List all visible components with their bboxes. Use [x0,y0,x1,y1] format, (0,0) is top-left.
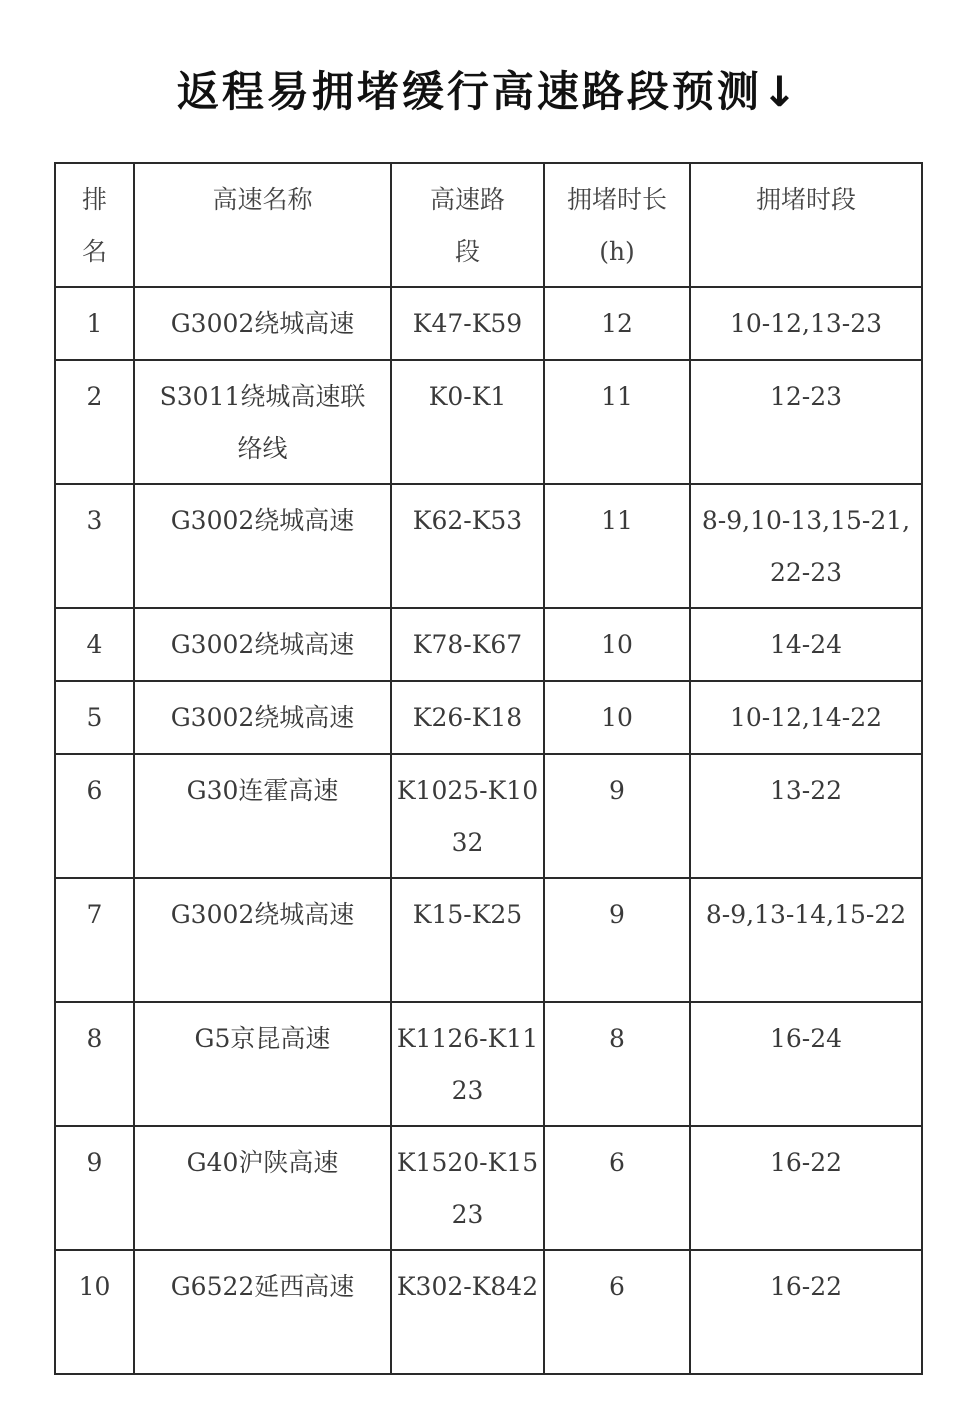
highway-name-cell: G6522延西高速 [134,1250,391,1374]
header-duration: 拥堵时长(h) [544,163,690,287]
duration-cell: 10 [544,681,690,754]
time-period-cell: 12-23 [690,360,922,484]
road-section-cell: K302-K842 [391,1250,544,1374]
table-row [55,1250,922,1374]
table-row [55,360,922,484]
road-section-cell: K78-K67 [391,608,544,681]
table-row [55,681,922,754]
time-period-cell: 16-22 [690,1126,922,1250]
time-period-cell: 14-24 [690,608,922,681]
time-period-cell: 10-12,14-22 [690,681,922,754]
time-period-cell: 13-22 [690,754,922,878]
congestion-table [54,162,923,1375]
highway-name-cell: G3002绕城高速 [134,878,391,1002]
header-time-period: 拥堵时段 [690,163,922,287]
duration-cell: 8 [544,1002,690,1126]
road-section-cell: K1025-K1032 [391,754,544,878]
table-row [55,484,922,608]
road-section-cell: K26-K18 [391,681,544,754]
rank-cell: 5 [55,681,134,754]
rank-cell: 8 [55,1002,134,1126]
rank-cell: 1 [55,287,134,360]
time-period-cell: 8-9,10-13,15-21,22-23 [690,484,922,608]
rank-cell: 4 [55,608,134,681]
table-row [55,1002,922,1126]
header-road-section: 高速路段 [391,163,544,287]
rank-cell: 3 [55,484,134,608]
duration-cell: 11 [544,360,690,484]
rank-cell: 2 [55,360,134,484]
time-period-cell: 16-24 [690,1002,922,1126]
duration-cell: 6 [544,1126,690,1250]
table-row [55,608,922,681]
time-period-cell: 8-9,13-14,15-22 [690,878,922,1002]
duration-cell: 9 [544,754,690,878]
table-row [55,287,922,360]
road-section-cell: K15-K25 [391,878,544,1002]
duration-cell: 6 [544,1250,690,1374]
time-period-cell: 10-12,13-23 [690,287,922,360]
duration-cell: 11 [544,484,690,608]
road-section-cell: K0-K1 [391,360,544,484]
time-period-cell: 16-22 [690,1250,922,1374]
road-section-cell: K47-K59 [391,287,544,360]
table-row [55,878,922,1002]
rank-cell: 9 [55,1126,134,1250]
highway-name-cell: G5京昆高速 [134,1002,391,1126]
duration-cell: 9 [544,878,690,1002]
duration-cell: 12 [544,287,690,360]
highway-name-cell: G30连霍高速 [134,754,391,878]
table-row [55,1126,922,1250]
road-section-cell: K1126-K1123 [391,1002,544,1126]
highway-name-cell: G3002绕城高速 [134,681,391,754]
road-section-cell: K62-K53 [391,484,544,608]
table-row [55,754,922,878]
road-section-cell: K1520-K1523 [391,1126,544,1250]
header-highway-name: 高速名称 [134,163,391,287]
header-row [55,163,922,287]
highway-name-cell: S3011绕城高速联络线 [134,360,391,484]
duration-cell: 10 [544,608,690,681]
rank-cell: 6 [55,754,134,878]
highway-name-cell: G3002绕城高速 [134,484,391,608]
rank-cell: 10 [55,1250,134,1374]
highway-name-cell: G40沪陕高速 [134,1126,391,1250]
highway-name-cell: G3002绕城高速 [134,608,391,681]
header-rank: 排名 [55,163,134,287]
page-title: 返程易拥堵缓行高速路段预测↓ [176,67,801,116]
rank-cell: 7 [55,878,134,1002]
highway-name-cell: G3002绕城高速 [134,287,391,360]
